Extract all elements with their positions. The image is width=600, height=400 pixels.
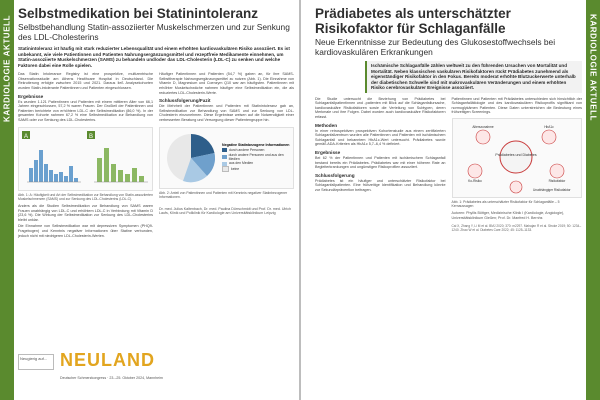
article-subtitle: Neue Erkenntnisse zur Bedeutung des Glukosestoffwechsels bei kardiovaskulären Erkrankungen [315,37,556,57]
figure-2 [159,127,294,204]
bottom-text: Anders als die Studien Selbstmedikation zur Behandlung von SAMS waren Frauen unabhängig von LDL-C und erhöhtem LDL-C in Verbindung mit Vitamin D (23,6 %). Die Wirkung der Selbstmedikation zur Senkung des LDL-Cholesterins bleibt unklar. [18,203,153,222]
bar [97,158,102,182]
column2-text: Patientinnen und Patienten mit Prädiabetes unterschieden sich hinsichtlich der Schlaganfallätiologie und des kardiovaskulären Risikoprofils signifikant von normoglykämen Patienten. Diese Daten unterstreichen die Bedeutung eines frühzeitigen Screenings. [451,96,582,115]
legend-item [222,153,290,162]
results-text: Bei 62 % der Patientinnen und Patienten mit ischämischem Schlaganfall bestand bereits ein Prädiabetes. Prädiabetes war mit einer höheren Rate an Begleiterkrankungen und ungünstigen Risikoprofilen assoziiert. [315,156,446,170]
side-tab-label: KARDIOLOGIE AKTUELL [588,14,598,122]
risk-label-1: Alterszunahme [471,125,494,130]
bar [29,168,33,182]
center-circle [500,141,532,173]
bottom-column-1 [18,204,153,240]
bar [34,160,38,182]
pie-legend [222,143,290,172]
risk-label-2: HbA1c [543,125,554,130]
left-article [18,6,294,240]
risk-label-4: Risikofaktor [548,179,565,184]
risk-node-5 [510,181,522,193]
side-tab-label: KARDIOLOGIE AKTUELL [2,14,12,122]
legend-title: Negative Statinbezogene Informationen [222,143,290,148]
bar [49,170,53,182]
bar [111,164,116,182]
references: Cai X, Zhang Y, Li M et al. BMJ 2020; 370: m2297. Mahajan R et al. Stroke 2019; 50: 1234–1240. Zhao W et al. Diabetes Care 2022; 45: 1125–1133. [451,223,582,232]
methods-text: In einer retrospektiven prospektiven Kohortenstudie aus einem zertifizierten Schlaganfallzentrum wurden alle Patientinnen und Patienten mit ischämischem Schlaganfall und bekanntem HbA1c-Wert untersucht. Prädiabetes wurde gemäß ADA-Kriterien als HbA1c 5,7–6,4 % definiert. [315,128,446,147]
figure-1-panels [18,127,153,191]
legend-swatch [222,166,229,172]
risk-node-2 [542,130,556,144]
results-heading: Ergebnisse [18,93,44,99]
left-page [0,0,299,400]
column-2 [159,72,294,124]
results-text: Es wurden 1.121 Patientinnen und Patienten mit einem mittleren Alter von 66,1 Jahren eingeschlossen, 57,2 % waren Frauen. Der Großteil der Patientinnen und Patienten berichtete von erhöhtem LDL-C der Selbstmedikation (86,0 %). In der gesamten Kohorte nahmen 67,2 % eine Selbstmedikation zur Behandlung von SAMS oder zur Senkung des LDL-Cholesterins. [18,99,153,122]
column-1 [315,97,446,235]
figure-2-caption: Abb. 2: Anteil von Patientinnen und Patienten mit Kenntnis negativer Statinbezogener Informationen. [159,190,288,199]
text-columns [18,72,294,124]
conclusion-heading: Schlussfolgerung/Fazit [159,98,211,104]
bar [69,166,73,182]
congress-ad[interactable] [18,350,168,392]
bottom-column-2 [159,204,294,240]
bar-charts-figure [19,128,152,188]
intro-text: Das Statin Intolerance Registry ist eine prospektive, multizentrische Observationsstudie am Athens Healthcare Hospital in Deutschland. Die Rekrutierung erfolgte zwischen 2015 und 2021. Daraus ließ Analysekohorten wurden Statin-intolerante Patientinnen und Patienten eingeschlossen. [18,72,153,90]
infographic [452,118,583,198]
intro-text: Die Studie untersucht die Beziehung von Prädiabetes bei Schlaganfallpatientinnen und -patienten mit Blick auf die Schlaganfallursache, kardiovaskuläre Risikofaktoren sowie die Verteilung von Subtypen, deren Merkmale und ihre Folgen. Dabei wurden auch kardiovaskuläre Risikofaktoren erfasst. [315,96,446,120]
legend-swatch [222,155,227,159]
text-columns [315,97,582,235]
conclusion-heading: Schlussfolgerung [315,172,355,178]
bar [64,176,68,182]
risk-node-1 [476,130,490,144]
risk-node-3 [468,164,482,178]
ad-headline: NEULAND [60,350,155,370]
author-info: Dr. med. Julius Kaltenbach, Dr. med. Paulina Dürrschmidt und Prof. Dr. med. Ulrich Laufs, Klinik und Poliklinik für Kardiologie am Universitätsklinikum Leipzig [159,206,292,216]
bar [125,174,130,182]
article-lead: Ischämische Schlaganfälle zählen weltweit zu den führenden Ursachen von Mortalität und Mortalität. Neben klassischen vaskulären Risikofaktoren rückt Prädiabetes zunehmend als eigenständiger Risikofaktor in den Fokus. Bereits moderat erhöhte Blutzuckerwerte unterhalb der diabetischen Schwelle sind mit makrovaskulären Veränderungen und einem erhöhten Risiko cerebrovaskulärer Ereignisse assoziiert. [365,61,582,93]
figure-1-caption: Abb. 1: A: Häufigkeit und Art der Selbstmedikation zur Behandlung von Statin-assoziierten Muskelschmerzen (SAMS) und zur Senkung des LDL-Cholesterins (LDL-C). [18,192,153,201]
figure-2-panel [159,127,294,189]
risk-label-3: Ko-Risiko [467,179,482,184]
bar [39,150,43,182]
conclusion-text: Prädiabetes ist ein häufiger und unterschätzter Risikofaktor bei Schlaganfallpatienten. Eine frühzeitige Identifikation und Behandlung könnte zur Sekundärprävention beitragen. [315,178,446,192]
risk-node-4 [550,164,564,178]
bar [54,174,58,182]
results-heading: Ergebnisse [315,150,341,156]
figure-1 [18,127,153,204]
panel-b-label: B [89,133,94,140]
bottom-text-2: Die Einnahme von Selbstmedikation war mit depressiven Symptomen (PHQ9-Fragebogen) und Kenntnis negativer Informationen über Statine verbunden, jedoch nicht mit niedrigeren LDL-Cholesterin-Werten. [18,224,153,238]
ad-small-box: Neugierig auf... [18,354,54,370]
bottom-columns [18,204,294,240]
article-title: Prädiabetes als unterschätzter Risikofaktor für Schlaganfälle [315,6,511,36]
bar [132,168,137,182]
article-title: Selbstmedikation bei Statinintoleranz [18,6,259,21]
infographic-caption: Abb. 1: Prädiabetes als unterschätzter Risikofaktor für Schlaganfälle – 5 Kernaussagen [451,200,560,209]
bar [44,164,48,182]
methods-heading: Methoden [315,122,338,128]
column-1 [18,72,153,124]
bar [74,178,78,182]
legend-item [222,166,290,172]
panel-b-bars [94,148,148,182]
right-article [315,6,582,235]
figures-row [18,127,294,204]
ad-subline: Deutscher Schmerzkongress · 23.–25. Oktober 2024, Mannheim [60,376,163,380]
bar [118,170,123,182]
side-tab-left [0,0,14,400]
column-2 [452,97,583,235]
author-info: Autoren: Phyllis Böttger, Medizinische Klinik I (Kardiologie, Angiologie), Universitätsklinikum Gießen; Prof. Dr. Manfred H. Bernhs [451,211,565,220]
panel-a-label: A [24,133,29,140]
bar [59,172,63,182]
legend-label: aus den Medien [229,161,254,166]
panel-a-bars [27,150,81,182]
bar [139,176,144,182]
center-label: Prädiabetes und Diabetes [494,153,537,158]
pie-chart [163,130,219,186]
article-lead: Statinintoleranz ist häufig mit stark reduzierter Lebensqualität und einem erhöhten kardiovaskulären Risiko assoziiert. Es ist unbekannt, wie viele Patientinnen und Patienten Nahrungsergänzungsmittel und rezeptfreie Medikamente einnehmen, um Statin-assoziierte Muskelschmerzen (SAMS) zu behandeln und/oder das LDL-Cholesterin (LDL-C) zu senken und welche Faktoren dabei eine Rolle spielen. [18,46,290,68]
legend-label: durch andere Personen [229,148,265,153]
bar [104,148,109,182]
side-tab-right [586,0,600,400]
right-page [301,0,600,400]
article-subtitle: Selbstbehandlung Statin-assoziierter Muskelschmerzen und zur Senkung des LDL-Cholesterins [18,22,290,42]
risk-label-5: Unabhängiger Risikofaktor [532,188,571,193]
infographic-svg [453,119,579,195]
legend-label: durch andere Personen und aus den Medien [228,152,284,162]
column2-text: Häufiger Patientinnen und Patienten (54,7 %) gaben an, für ihre SAMS-Selbsttherapie Nahrungsergänzungsmittel zu nutzen (Abb. 1). Die Einnahme von Vitamin D, Magnesium und Coenzym Q10 war am häufigsten. Patientinnen mit erhöhter Muskelschwäche nahmen häufiger eine Selbstmedikation ein, die als reduziertes LDL-Cholesterin-Werte. [159,72,294,95]
legend-label: keine [231,166,240,171]
legend-swatch [222,148,227,152]
conclusion-text: Die Mehrheit der Patientinnen und Patienten mit Statinintoleranz gab an, Selbstmedikation zur Behandlung von SAMS und zur Senkung von LDL-Cholesterin einzunehmen. Diese Ergebnisse weisen auf die Notwendigkeit einer verbesserten Beratung und Versorgung dieser Patientengruppe hin. [159,104,294,122]
